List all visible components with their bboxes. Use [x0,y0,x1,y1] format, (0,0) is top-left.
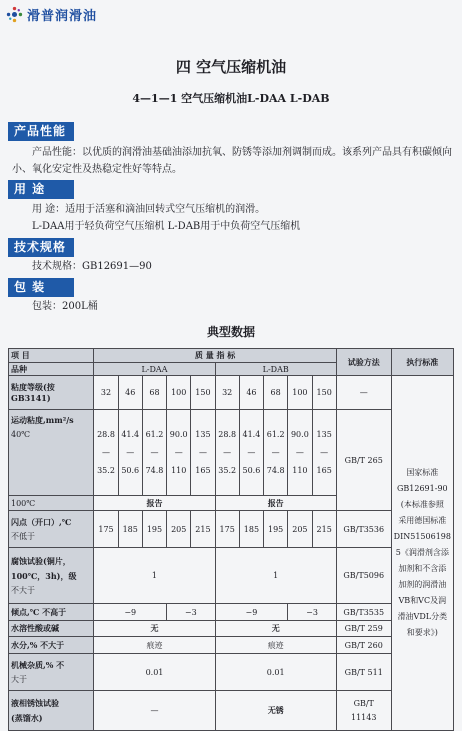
row-impurity [9,654,454,691]
visc-low: 28.8 [97,429,115,439]
visc-low: 61.2 [266,429,285,439]
visc-dash: — [198,447,207,457]
flash-label-limit: 不低于 [11,531,35,541]
section-heading-packaging: 包 装 [8,278,74,297]
pour-dab-b: −3 [288,604,337,621]
table-caption: 典型数据 [206,325,255,339]
impurity-method: GB/T 511 [336,654,391,691]
visc-dash: — [271,447,280,457]
standard-line: 国家标准 [406,468,439,477]
visc-low: 90.0 [290,429,309,439]
row-water-soluble [9,621,454,637]
visc-dash: — [126,447,135,457]
visc-low: 28.8 [218,429,237,439]
pour-dab-a: −9 [215,604,288,621]
viscosity-method: GB/T 265 [336,410,391,511]
water-daa: 痕迹 [94,637,215,654]
flash-cell: 185 [118,511,142,548]
standard-line: 采用德国标准 [398,516,447,525]
row-rust [9,691,454,731]
standard-line: 和要求》) [406,628,438,637]
grade-cell: 32 [94,376,118,410]
grade-cell: 150 [191,376,215,410]
header-daa: L-DAA [94,363,215,376]
usage-text-line2: L-DAA用于轻负荷空气压缩机 L-DAB用于中负荷空气压缩机 [32,221,301,232]
performance-text: 产品性能：以优质的润滑油基础油添加抗氧、防锈等添加剂调制而成。该系列产品具有积碳倾向小、氧化安定性及热稳定性好等特点。 [12,147,452,175]
brand-star-icon [6,6,23,23]
water-soluble-label: 水溶性酸或碱 [9,621,94,637]
grade-cell: 46 [118,376,142,410]
visc-high: 35.2 [97,465,115,475]
impurity-daa: 0.01 [94,654,215,691]
header-variety: 品种 [9,363,94,376]
corrosion-method: GB/T5096 [336,548,391,604]
rust-method: GB/T [353,698,374,708]
rust-label-cell [9,691,94,731]
visc-low: 135 [316,429,332,439]
flash-cell: 205 [167,511,191,548]
rust-dab: 无锈 [215,691,336,731]
header-item: 项 目 [9,349,94,363]
visc-cell [94,410,118,496]
grade-label: 粘度等级(按GB3141) [9,376,94,410]
grade-cell: 150 [312,376,336,410]
grade-cell: 100 [167,376,191,410]
section-heading-performance: 产品性能 [8,122,74,141]
corrosion-label-cell [9,548,94,604]
visc-cell [118,410,142,496]
brand-logo [6,5,97,24]
visc-low: 61.2 [145,429,164,439]
flash-label: 闪点（开口）,℃ [11,516,72,527]
grade-cell: 32 [215,376,239,410]
rust-method-cell [336,691,391,731]
brand-name: 滑普润滑油 [27,9,98,24]
visc-high: 35.2 [218,465,237,475]
standard-line: DIN51506198 [393,532,451,541]
viscosity-report-dab: 报告 [215,496,336,511]
standard-line: 加剂的润滑油 [398,580,447,589]
table-header-row [9,349,454,363]
water-dab: 痕迹 [215,637,336,654]
spec-text: 技术规格：GB12691—90 [32,261,152,272]
water-soluble-daa: 无 [94,621,215,637]
row-grade [9,376,454,410]
grade-cell: 100 [288,376,312,410]
usage-text-line1: 用 途：适用于活塞和滴油回转式空气压缩机的润滑。 [32,204,266,215]
flash-cell: 185 [239,511,263,548]
impurity-label-limit: 大于 [11,674,27,684]
visc-high: 50.6 [121,465,140,475]
header-quality: 质 量 指 标 [94,349,336,363]
standard-line: (本标准参照 [400,500,444,509]
visc-high: 110 [292,465,308,475]
viscosity-label-cell [9,410,94,496]
packaging-text: 包装：200L桶 [32,301,98,312]
viscosity-label: 运动粘度,mm²/s [11,415,74,425]
visc-dash: — [102,447,110,457]
visc-cell [167,410,191,496]
visc-low: 90.0 [169,429,188,439]
standard-line: 滑油VDL分类 [397,612,448,621]
flash-cell: 175 [215,511,239,548]
flash-cell: 195 [264,511,288,548]
visc-cell [264,410,288,496]
grade-cell: 46 [239,376,263,410]
header-standard: 执行标准 [391,349,453,376]
visc-low: 135 [195,429,211,439]
visc-dash: — [320,447,329,457]
rust-method-number: 11143 [351,712,377,722]
page-subtitle: 4—1—1 空气压缩机油L-DAA L-DAB [132,92,330,105]
typical-data-table [8,348,454,731]
visc-cell [312,410,336,496]
flash-method: GB/T3536 [336,511,391,548]
visc-dash: — [174,447,183,457]
standard-line: 5《润滑剂含添 [395,548,449,557]
row-water [9,637,454,654]
rust-daa: — [94,691,215,731]
water-soluble-dab: 无 [215,621,336,637]
standard-line: 加剂和不含添 [398,564,447,573]
visc-high: 165 [316,465,332,475]
standard-line: VB和VC及润 [398,596,447,605]
standard-line: GB12691-90 [397,484,448,493]
visc-dash: — [247,447,256,457]
section-heading-usage: 用 途 [8,180,74,199]
visc-dash: — [223,447,232,457]
rust-label-sub: (蒸馏水) [11,712,43,723]
grade-cell: 68 [264,376,288,410]
flash-cell: 175 [94,511,118,548]
header-dab: L-DAB [215,363,336,376]
impurity-label: 机械杂质,% 不 [11,659,65,670]
visc-low: 41.4 [121,429,140,439]
flash-label-cell [9,511,94,548]
rust-label: 液相锈蚀试验 [11,697,59,708]
corrosion-label-limit: 不大于 [11,585,35,595]
standard-cell [391,376,453,731]
visc-high: 50.6 [242,465,261,475]
visc-cell [142,410,166,496]
corrosion-label: 腐蚀试验(铜片，100℃，3h)，级 [11,555,77,581]
water-label: 水分,% 不大于 [9,637,94,654]
pour-label: 倾点,℃ 不高于 [9,604,94,621]
row-corrosion [9,548,454,604]
viscosity-temp-100: 100℃ [9,496,94,511]
row-viscosity [9,410,454,496]
pour-method: GB/T3535 [336,604,391,621]
visc-dash: — [150,447,159,457]
pour-daa-a: −9 [94,604,167,621]
water-soluble-method: GB/T 259 [336,621,391,637]
visc-cell [239,410,263,496]
visc-dash: — [295,447,304,457]
visc-cell [191,410,215,496]
flash-cell: 205 [288,511,312,548]
impurity-dab: 0.01 [215,654,336,691]
page-title: 四 空气压缩机油 [175,58,287,76]
pour-daa-b: −3 [167,604,215,621]
visc-cell [215,410,239,496]
section-heading-spec: 技术规格 [8,238,74,257]
flash-cell: 215 [191,511,215,548]
header-method: 试验方法 [336,349,391,376]
flash-cell: 215 [312,511,336,548]
row-flash-point [9,511,454,548]
viscosity-temp-40: 40℃ [11,430,31,439]
viscosity-report-daa: 报告 [94,496,215,511]
visc-low: 41.4 [242,429,261,439]
flash-cell: 195 [142,511,166,548]
grade-cell: 68 [142,376,166,410]
grade-method: — [336,376,391,410]
visc-high: 165 [195,465,211,475]
impurity-label-cell [9,654,94,691]
visc-high: 74.8 [266,465,285,475]
corrosion-dab: 1 [215,548,336,604]
water-method: GB/T 260 [336,637,391,654]
visc-cell [288,410,312,496]
row-pour-point [9,604,454,621]
visc-high: 110 [171,465,187,475]
visc-high: 74.8 [145,465,164,475]
corrosion-daa: 1 [94,548,215,604]
